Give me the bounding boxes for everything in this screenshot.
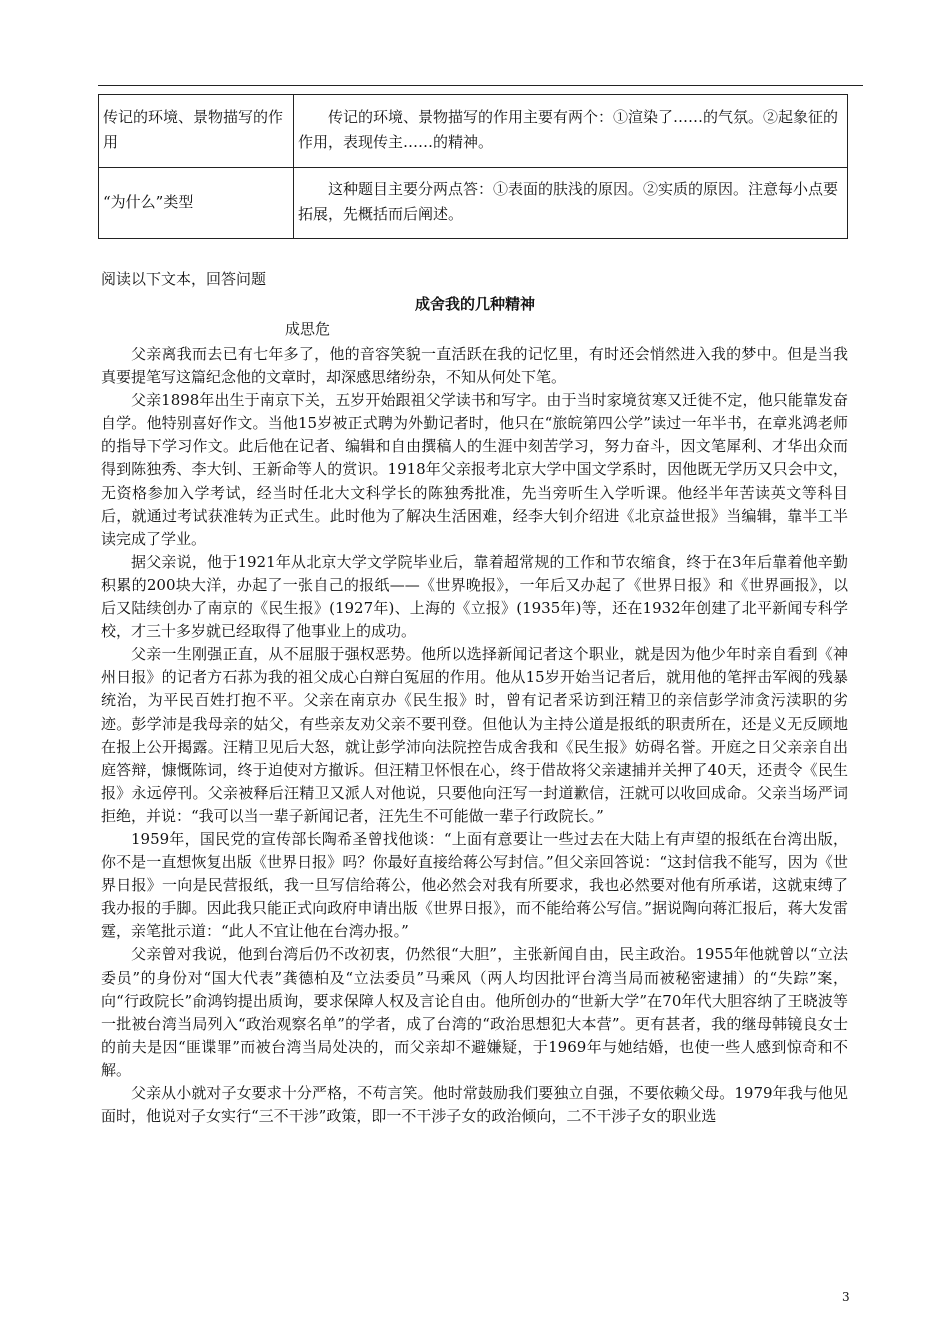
article-author: 成思危	[285, 320, 331, 338]
table-cell-content: 传记的环境、景物描写的作用主要有两个：①渲染了……的气氛。②起象征的作用，表现传主……的精神。	[294, 95, 848, 168]
paragraph: 父亲从小就对子女要求十分严格，不苟言笑。他时常鼓励我们要独立自强，不要依赖父母。1979年我与他见面时，他说对子女实行“三不干涉”政策，即一不干涉子女的政治倾向，二不干涉子女的职业选	[101, 1084, 848, 1126]
header-rule	[98, 85, 863, 86]
answer-guide-table	[98, 94, 848, 239]
paragraph: 父亲曾对我说，他到台湾后仍不改初衷，仍然很“大胆”，主张新闻自由，民主政治。1955年他就曾以“立法委员”的身份对“国大代表”龚德柏及“立法委员”马乘风（两人均因批评台湾当局而被秘密逮捕）的“失踪”案，向“行政院长”俞鸿钧提出质询，要求保障人权及言论自由。他所创办的“世新大学”在70年代大胆容纳了王晓波等一批被台湾当局列入“政治观察名单”的学者，成了台湾的“政治思想犯大本营”。更有甚者，我的继母韩镜良女士的前夫是因“匪谍罪”而被台湾当局处决的，而父亲却不避嫌疑，于1969年与她结婚，也使一些人感到惊奇和不解。	[101, 945, 848, 1079]
table-row	[99, 168, 848, 239]
article-body	[101, 343, 848, 1128]
paragraph: 父亲1898年出生于南京下关，五岁开始跟祖父学读书和写字。由于当时家境贫寒又迁徙不定，他只能靠发奋自学。他特别喜好作文。当他15岁被正式聘为外勤记者时，他只在“旅皖第四公学”读过一年半书，在章兆鸿老师的指导下学习作文。此后他在记者、编辑和自由撰稿人的生涯中刻苦学习，努力奋斗，因文笔犀利、才华出众而得到陈独秀、李大钊、王新命等人的赏识。1918年父亲报考北京大学中国文学系时，因他既无学历又只会中文，无资格参加入学考试，经当时任北大文科学长的陈独秀批准，先当旁听生入学听课。他经半年苦读英文等科目后，就通过考试获准转为正式生。此时他为了解决生活困难，经李大钊介绍进《北京益世报》当编辑，靠半工半读完成了学业。	[101, 391, 848, 548]
paragraph: 父亲一生刚强正直，从不屈服于强权恶势。他所以选择新闻记者这个职业，就是因为他少年时亲自看到《神州日报》的记者方石荪为我的祖父成心白辩白冤屈的作用。他从15岁开始当记者后，就用他的笔抨击军阀的残暴统治，为平民百姓打抱不平。父亲在南京办《民生报》时，曾有记者采访到汪精卫的亲信彭学沛贪污渎职的劣迹。彭学沛是我母亲的姑父，有些亲友劝父亲不要刊登。但他认为主持公道是报纸的职责所在，还是义无反顾地在报上公开揭露。汪精卫见后大怒，就让彭学沛向法院控告成舍我和《民生报》妨碍名誉。开庭之日父亲亲自出庭答辩，慷慨陈词，终于迫使对方撤诉。但汪精卫怀恨在心，终于借故将父亲逮捕并关押了40天，还责令《民生报》永远停刊。父亲被释后汪精卫又派人对他说，只要他向汪写一封道歉信，汪就可以收回成命。父亲当场严词拒绝，并说：“我可以当一辈子新闻记者，汪先生不可能做一辈子行政院长。”	[101, 645, 848, 825]
paragraph: 1959年，国民党的宣传部长陶希圣曾找他谈：“上面有意要让一些过去在大陆上有声望的报纸在台湾出版，你不是一直想恢复出版《世界日报》吗？你最好直接给蒋公写封信。”但父亲回答说：“这封信我不能写，因为《世界日报》一向是民营报纸，我一旦写信给蒋公，他必然会对我有所要求，我也必然要对他有所承诺，这就束缚了我办报的手脚。因此我只能正式向政府申请出版《世界日报》，而不能给蒋公写信。”据说陶向蒋汇报后，蒋大发雷霆，亲笔批示道：“此人不宜让他在台湾办报。”	[101, 829, 848, 941]
table-row	[99, 95, 848, 168]
page-number: 3	[842, 1290, 850, 1304]
table-cell-content: 这种题目主要分两点答：①表面的肤浅的原因。②实质的原因。注意每小点要拓展，先概括而后阐述。	[294, 168, 848, 239]
paragraph: 据父亲说，他于1921年从北京大学文学院毕业后，靠着超常规的工作和节农缩食，终于在3年后靠着他辛勤积累的200块大洋，办起了一张自己的报纸——《世界晚报》，一年后又办起了《世界日报》和《世界画报》，以后又陆续创办了南京的《民生报》(1927年)、上海的《立报》(1935年)等，还在1932年创建了北平新闻专科学校，才三十多岁就已经取得了他事业上的成功。	[101, 552, 848, 641]
table-cell-label: “为什么”类型	[99, 168, 294, 239]
paragraph: 父亲离我而去已有七年多了，他的音容笑貌一直活跃在我的记忆里，有时还会悄然进入我的梦中。但是当我真要提笔写这篇纪念他的文章时，却深感思绪纷杂，不知从何处下笔。	[101, 345, 848, 387]
reading-instruction: 阅读以下文本，回答问题	[101, 270, 267, 288]
table-cell-label: 传记的环境、景物描写的作用	[99, 95, 294, 168]
article-title: 成舍我的几种精神	[414, 295, 535, 313]
